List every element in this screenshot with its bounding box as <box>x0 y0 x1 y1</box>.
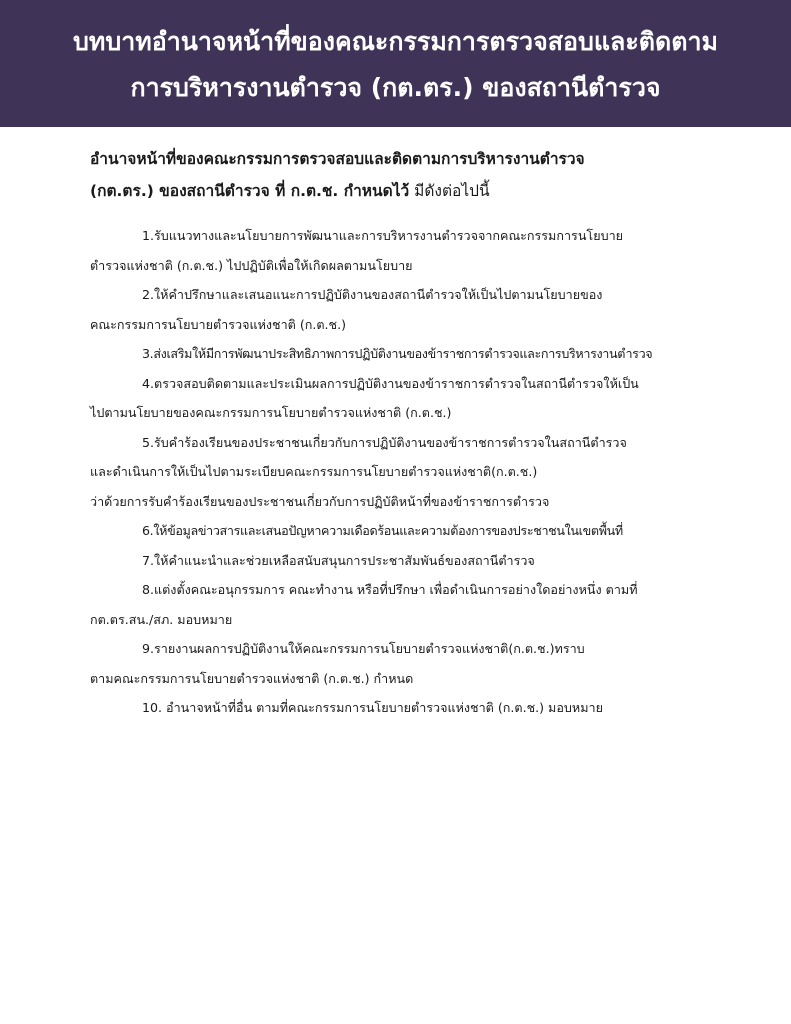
intro-line-2 <box>90 175 710 207</box>
page-title-line-1: บทบาทอำนาจหน้าที่ของคณะกรรมการตรวจสอบและติดตาม <box>73 26 718 56</box>
list-item <box>90 428 710 517</box>
page-title-line-2: การบริหารงานตำรวจ (กต.ตร.) ของสถานีตำรวจ <box>130 72 661 102</box>
list-item-line: 3.ส่งเสริมให้มีการพัฒนาประสิทธิภาพการปฏิบัติงานของข้าราชการตำรวจและการบริหารงานตำรวจ <box>142 346 653 361</box>
list-item <box>90 546 710 576</box>
list-item-line: 6.ให้ข้อมูลข่าวสารและเสนอปัญหาความเดือดร้อนและความต้องการของประชาชนในเขตพื้นที่ <box>142 523 623 538</box>
list-item-line: คณะกรรมการนโยบายตำรวจแห่งชาติ (ก.ต.ช.) <box>90 316 347 332</box>
list-item-line: 1.รับแนวทางและนโยบายการพัฒนาและการบริหารงานตำรวจจากคณะกรรมการนโยบาย <box>142 228 624 243</box>
intro-line-2-bold: (กต.ตร.) ของสถานีตำรวจ ที่ ก.ต.ช. กำหนดไว้ <box>90 182 410 200</box>
list-item <box>90 516 710 546</box>
list-item <box>90 339 710 369</box>
list-item <box>90 693 710 723</box>
list-item-line: 10. อำนาจหน้าที่อื่น ตามที่คณะกรรมการนโยบายตำรวจแห่งชาติ (ก.ต.ช.) มอบหมาย <box>142 700 603 715</box>
list-item <box>90 221 710 280</box>
list-item-line: กต.ตร.สน./สภ. มอบหมาย <box>90 611 233 627</box>
list-item-line: 4.ตรวจสอบติดตามและประเมินผลการปฏิบัติงานของข้าราชการตำรวจในสถานีตำรวจให้เป็น <box>142 375 639 391</box>
list-item <box>90 369 710 428</box>
list-item <box>90 575 710 634</box>
list-item <box>90 634 710 693</box>
list-item-line: 8.แต่งตั้งคณะอนุกรรมการ คณะทำงาน หรือที่ปรึกษา เพื่อดำเนินการอย่างใดอย่างหนึ่ง ตามที่ <box>142 582 638 597</box>
list-item <box>90 280 710 339</box>
list-item-line: ไปตามนโยบายของคณะกรรมการนโยบายตำรวจแห่งชาติ (ก.ต.ช.) <box>90 405 452 420</box>
list-item-line: ตามคณะกรรมการนโยบายตำรวจแห่งชาติ (ก.ต.ช.) กำหนด <box>90 670 414 686</box>
list-item-line: 5.รับคำร้องเรียนของประชาชนเกี่ยวกับการปฏิบัติงานของข้าราชการตำรวจในสถานีตำรวจ <box>142 434 627 450</box>
list-item-line: 2.ให้คำปรึกษาและเสนอแนะการปฏิบัติงานของสถานีตำรวจให้เป็นไปตามนโยบายของ <box>142 287 603 302</box>
intro-line-1: อำนาจหน้าที่ของคณะกรรมการตรวจสอบและติดตามการบริหารงานตำรวจ <box>90 150 585 168</box>
list-item-line: และดำเนินการให้เป็นไปตามระเบียบคณะกรรมการนโยบายตำรวจแห่งชาติ(ก.ต.ช.) <box>90 464 538 479</box>
document-body <box>90 143 710 723</box>
intro-paragraph <box>90 143 710 207</box>
list-item-line: 9.รายงานผลการปฏิบัติงานให้คณะกรรมการนโยบายตำรวจแห่งชาติ(ก.ต.ช.)ทราบ <box>142 641 585 656</box>
list-item-line: 7.ให้คำแนะนำและช่วยเหลือสนับสนุนการประชาสัมพันธ์ของสถานีตำรวจ <box>142 552 535 568</box>
header-banner <box>0 0 791 127</box>
duties-list <box>90 221 710 723</box>
list-item-line: ว่าด้วยการรับคำร้องเรียนของประชาชนเกี่ยวกับการปฏิบัติหน้าที่ของข้าราชการตำรวจ <box>90 493 550 509</box>
intro-line-2-normal: มีดังต่อไปนี้ <box>409 182 490 200</box>
list-item-line: ตำรวจแห่งชาติ (ก.ต.ช.) ไปปฏิบัติเพื่อให้เกิดผลตามนโยบาย <box>90 257 413 273</box>
